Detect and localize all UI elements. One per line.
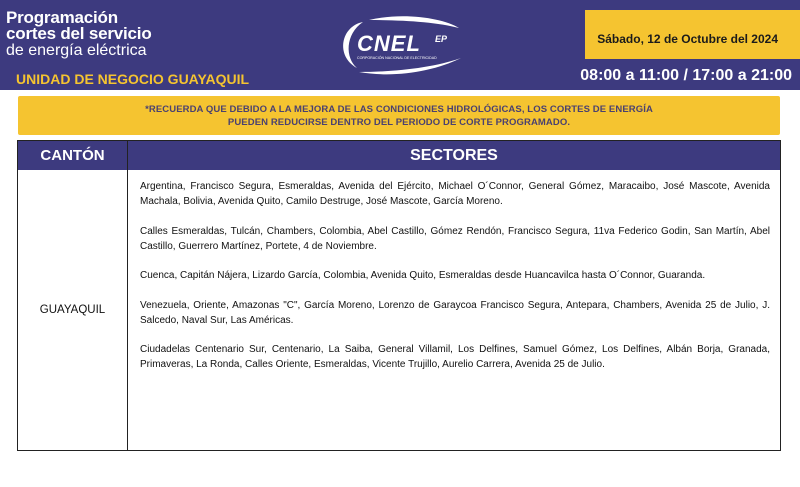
cnel-logo: [333, 14, 483, 76]
logo-suffix: EP: [435, 34, 448, 44]
canton-cell: GUAYAQUIL: [18, 170, 128, 450]
outage-table: [17, 140, 781, 451]
sector-group: Ciudadelas Centenario Sur, Centenario, La Saiba, General Villamil, Los Delfines, Samuel Gómez, Los Delfines, Albán Borja, Granada, Primaveras, La Ronda, Calles Oriente, Esmeraldas, Vicente Trujillo, Aurelio Carrera, Avenida 25 de Julio.: [140, 344, 770, 370]
title-line-3: de energía eléctrica: [6, 42, 147, 59]
sectores-cell: [140, 179, 770, 387]
title-line-2: cortes del servicio: [6, 24, 152, 43]
date-badge: [585, 10, 800, 59]
schedule-date: Sábado, 12 de Octubre del 2024: [597, 32, 778, 46]
program-title: [6, 10, 152, 59]
logo-wordmark: CNEL: [357, 31, 421, 56]
schedule-hours: 08:00 a 11:00 / 17:00 a 21:00: [580, 67, 792, 84]
sector-group: Venezuela, Oriente, Amazonas "C", García Moreno, Lorenzo de Garaycoa Francisco Segura, Antepara, Chambers, Avenida 25 de Julio, J. Salcedo, Naval Sur, Las Américas.: [140, 299, 770, 326]
column-header-sectores: SECTORES: [410, 146, 498, 164]
table-header-row: [18, 141, 780, 170]
title-line-1: Programación: [6, 8, 118, 27]
column-header-canton: CANTÓN: [18, 141, 128, 170]
sector-group: Cuenca, Capitán Nájera, Lizardo García, Colombia, Avenida Quito, Esmeraldas desde Huancavilca hasta O´Connor, Guaranda.: [140, 270, 706, 281]
business-unit: UNIDAD DE NEGOCIO GUAYAQUIL: [16, 71, 250, 87]
header-bar: [0, 0, 800, 90]
hydrology-notice: [18, 96, 780, 135]
notice-line-2: PUEDEN REDUCIRSE DENTRO DEL PERIODO DE CORTE PROGRAMADO.: [227, 116, 571, 128]
sector-group: Argentina, Francisco Segura, Esmeraldas, Avenida del Ejército, Michael O´Connor, General Gómez, Maracaibo, José Mascote, Avenida Machala, Bolivia, Avenida Quito, Camilo Destruge, José Mascote, García Moreno.: [140, 181, 770, 207]
logo-caption: CORPORACIÓN NACIONAL DE ELECTRICIDAD: [357, 56, 437, 60]
sector-group: Calles Esmeraldas, Tulcán, Chambers, Colombia, Abel Castillo, Gómez Rendón, Francisco Segura, 11va Federico Godin, San Martín, Abel Castillo, Guerrero Martínez, Portete, 4 de Noviembre.: [140, 225, 770, 252]
notice-line-1: *RECUERDA QUE DEBIDO A LA MEJORA DE LAS CONDICIONES HIDROLÓGICAS, LOS CORTES DE ENERGÍA: [145, 103, 653, 115]
